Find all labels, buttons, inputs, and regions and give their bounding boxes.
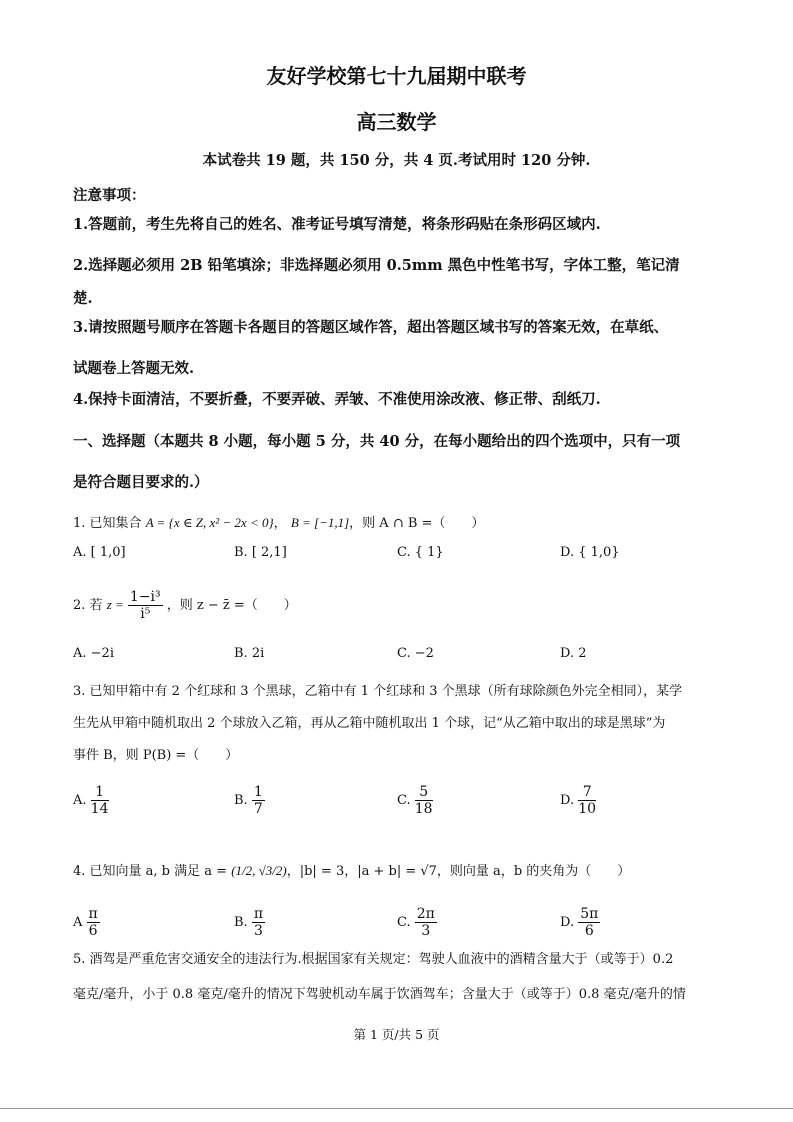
q2-option-a: A. −2i (73, 646, 114, 661)
q3-option-c (397, 784, 433, 817)
question-4 (73, 860, 630, 879)
q1-option-c: C. { 1} (397, 545, 444, 560)
q4-option-c (397, 906, 437, 939)
q4-vector: (1/2, √3/2) (231, 863, 287, 878)
note-3-line-2: 试题卷上答题无效. (73, 360, 195, 377)
q3-option-a (73, 784, 109, 817)
q4-b-num: π (253, 906, 264, 922)
q4-middle: ，|b| = 3，|a + b| = √7，则向量 a，b 的夹角为（ ） (286, 864, 631, 879)
q3-option-c-fraction (415, 784, 433, 817)
q4-option-a (73, 906, 100, 939)
q3-line-1: 3. 已知甲箱中有 2 个红球和 3 个黑球，乙箱中有 1 个红球和 3 个黑球（所有球除颜色外完全相同），某学 (73, 684, 683, 699)
q4-c-den: 3 (421, 923, 431, 939)
q3-c-den: 18 (414, 801, 433, 817)
q3-line-2: 生先从甲箱中随机取出 2 个球放入乙箱，再从乙箱中随机取出 1 个球，记“从乙箱中取出的球是黑球”为 (73, 716, 666, 731)
q4-a-num: π (88, 906, 98, 922)
q3-d-den: 10 (578, 801, 597, 817)
notes-heading: 注意事项： (73, 187, 146, 204)
q3-c-num: 5 (415, 784, 433, 801)
q3-d-num: 7 (578, 784, 596, 801)
question-2 (73, 589, 297, 622)
q2-option-d: D. 2 (560, 646, 587, 661)
q3-b-den: 7 (253, 801, 263, 817)
exam-info: 本试卷共 19 题，共 150 分，共 4 页.考试用时 120 分钟. (202, 152, 591, 169)
q3-line-3: 事件 B，则 P(B) =（ ） (73, 748, 239, 763)
q3-a-den: 14 (90, 801, 109, 817)
q4-option-b-label: B. (234, 915, 248, 930)
q4-option-c-fraction (415, 906, 437, 939)
q3-a-num: 1 (91, 784, 109, 801)
note-2-line-1: 2.选择题必须用 2B 铅笔填涂；非选择题必须用 0.5mm 黑色中性笔书写，字体工整，笔记清 (73, 257, 680, 274)
q1-option-b: B. [ 2,1] (234, 545, 287, 560)
q3-option-a-fraction (91, 784, 109, 817)
q1-prefix: 1. 已知集合 (73, 516, 142, 531)
note-2-line-2: 楚. (73, 290, 93, 307)
question-1: 1. 已知集合 A = {x ∈ Z, x² − 2x < 0}， B = [−1,1]，则 A ∩ B =（ ） (73, 515, 485, 531)
q4-option-a-fraction (87, 906, 100, 939)
q3-option-b-label: B. (234, 793, 248, 808)
page-footer: 第 1 页/共 5 页 (353, 1027, 440, 1042)
q4-option-a-label: A (73, 915, 83, 930)
q2-prefix: 2. 若 (73, 598, 103, 613)
q3-option-d-fraction (578, 784, 596, 817)
q1-option-a: A. [ 1,0] (73, 545, 126, 560)
q4-option-d (560, 906, 600, 939)
note-4: 4.保持卡面清洁，不要折叠，不要弄破、弄皱、不准使用涂改液、修正带、刮纸刀. (73, 391, 601, 408)
q4-option-d-fraction (578, 906, 600, 939)
q5-line-1: 5. 酒驾是严重危害交通安全的违法行为.根据国家有关规定：驾驶人血液中的酒精含量大于（或等于）0.2 (73, 952, 674, 967)
exam-title: 友好学校第七十九届期中联考 (266, 64, 527, 88)
q2-suffix: ，则 z − z̄ =（ ） (166, 598, 297, 613)
section-heading-line-2: 是符合题目要求的.） (73, 474, 209, 491)
q3-option-b (234, 784, 265, 817)
q2-option-c: C. −2 (397, 646, 434, 661)
q4-option-b-fraction (252, 906, 265, 939)
bottom-divider (0, 1108, 793, 1109)
q5-line-2: 毫克/毫升，小于 0.8 毫克/毫升的情况下驾驶机动车属于饮酒驾车；含量大于（或等于）0.8 毫克/毫升的情 (73, 987, 686, 1002)
q1-set-b: B = [−1,1] (290, 515, 350, 530)
q2-option-b: B. 2i (234, 646, 265, 661)
q4-d-den: 6 (584, 923, 594, 939)
q3-option-a-label: A. (73, 793, 87, 808)
q2-numerator: 1−i³ (129, 589, 161, 605)
subject-title: 高三数学 (356, 110, 437, 134)
q4-option-d-label: D. (560, 915, 575, 930)
q3-option-b-fraction (252, 784, 265, 817)
q2-denominator: i⁵ (140, 606, 151, 622)
q1-set-a: A = {x ∈ Z, x² − 2x < 0} (145, 515, 274, 530)
note-1: 1.答题前，考生先将自己的姓名、准考证号填写清楚，将条形码贴在条形码区域内. (73, 216, 601, 233)
q3-option-c-label: C. (397, 793, 411, 808)
q4-b-den: 3 (253, 923, 263, 939)
q3-option-d (560, 784, 596, 817)
q2-fraction (128, 589, 163, 622)
q4-d-num: 5π (580, 906, 599, 922)
q3-option-d-label: D. (560, 793, 575, 808)
q3-b-num: 1 (253, 784, 263, 800)
q1-option-d: D. { 1,0} (560, 545, 620, 560)
q4-option-c-label: C. (397, 915, 411, 930)
section-heading-line-1: 一、选择题（本题共 8 小题，每小题 5 分，共 40 分，在每小题给出的四个选项中，只有一项 (73, 433, 681, 450)
q2-z: z = (106, 597, 124, 612)
q4-prefix: 4. 已知向量 a, b 满足 a = (73, 864, 228, 879)
q4-c-num: 2π (416, 906, 435, 922)
note-3-line-1: 3.请按照题号顺序在答题卡各题目的答题区域作答，超出答题区域书写的答案无效，在草纸、 (73, 319, 669, 336)
q4-option-b (234, 906, 265, 939)
q4-a-den: 6 (88, 923, 98, 939)
q1-suffix: ，则 A ∩ B =（ ） (349, 516, 485, 531)
